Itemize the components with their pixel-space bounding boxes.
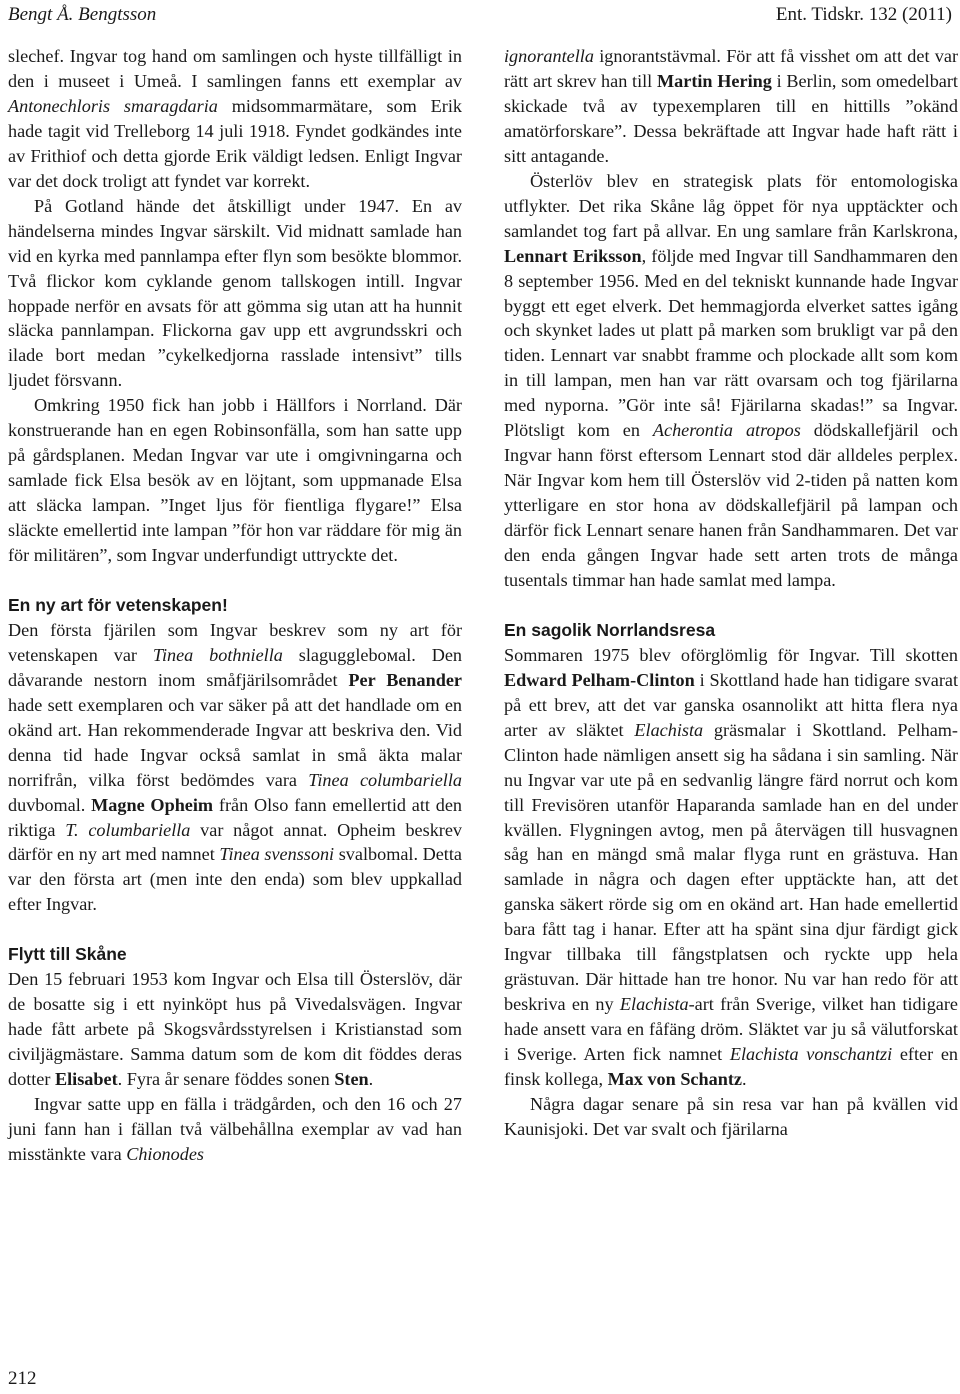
species-name: Elachista	[634, 719, 704, 740]
section-heading: En sagolik Norrlandsresa	[504, 619, 716, 640]
person-name: Elisabet	[54, 1069, 118, 1090]
species-name: Chionodes	[126, 1143, 204, 1164]
paragraph: Den 15 februari 1953 kom Ingvar och Elsa till Österslöv, där de bosatte sig i ett nyinköpt hus på Vivedalsvägen. Ingvar hade fått arbete på Skogsvårdsstyrelsen i Kristianstad som civiljägmästare. Samma datum som de kom dit föddes deras dotter Elisabet. Fyra år senare föddes sonen Sten.	[8, 969, 462, 1090]
person-name: Sten	[334, 1069, 369, 1090]
species-name: Elachista	[619, 994, 689, 1015]
person-name: Magne Opheim	[91, 794, 214, 815]
paragraph: Några dagar senare på sin resa var han på kvällen vid Kaunisjoki. Det var svalt och fjärilarna	[504, 1094, 958, 1139]
page-number: 212	[8, 1368, 37, 1389]
paragraph: Österlöv blev en strategisk plats för entomologiska utflykter. Det rika Skåne låg öppet för nya upptäckter och samlandet tog fart på allvar. En ung samlare från Karlskrona, Lennart Eriksson, följde med Ingvar till Sandhammaren den 8 september 1956. Med en del tekniskt kunnande hade Ingvar byggt ett eget elverk. Det hemmagjorda elverket sattes igång och skynket lades ut platt på marken som brukligt var på den tiden. Lennart var snabbt framme och plockade allt som kom in till lampan, men han var rätt ovarsam och tog fjärilarna med nyporna. ”Gör inte så! Fjärilarna skadas!” sa Ingvar. Plötsligt kom en Acherontia atropos dödskallefjäril och Ingvar hann först eftersom Lennart stod där alldeles perplex. När Ingvar kom hem till Österslöv vid 2-tiden på natten kom ytterligare en stor hona av dödskallefjäril på lampan och därför fick Lennart senare hanen från Sandhammaren. Det var den enda gången Ingvar hade sett arten trots de många tusentals timmar han hade samlat med lampa.	[504, 170, 958, 591]
paragraph: ignorantella ignorantstävmal. För att få visshet om att det var rätt art skrev han till Martin Hering i Berlin, som omedelbart skickade två av typexemplaren till en hittills ”okänd amatörforskare”. Dessa bekräftade att Ingvar hade haft rätt i sitt antagande.	[504, 46, 958, 166]
species-name: T. columbariella	[65, 819, 191, 840]
species-name: Tinea svenssoni	[219, 844, 335, 865]
species-name: Tinea bothniella	[152, 644, 283, 665]
person-name: Per Benander	[348, 669, 462, 690]
section-heading: En ny art för vetenskapen!	[8, 594, 228, 615]
paragraph: Sommaren 1975 blev oförglömlig för Ingvar. Till skotten Edward Pelham-Clinton i Skottland hade han tidigare svarat på ett brev, att det var ganska osannolikt att hitta flera nya arter av släktet Elachista gräsmalar i Skottland. Pelham-Clinton hade nämligen ansett sig ha sådana i sin samling. När nu Ingvar var ute på en sedvanlig längre färd norrut och kom till Frevisören utanför Haparanda samlade han en del under kvällen. Flygningen avtog, men på återvägen till husvagnen såg han en mängd små malar flyga runt en grästuva. Han samlade in några och dagen efter upptäckte han, att det ganska säkert rörde sig om en okänd art. Han hade emellertid bara fått tag i hanar. Efter att ha spänt sina djur färdigt gick Ingvar tillbaka till fångstplatsen och ryckte upp hela grästuvan. Där hittade han tre honor. Nu var han redo för att beskriva en ny Elachista-art från Sverige, vilket han tidigare hade ansett vara en fåfäng dröm. Släktet var ju så välutforskat i Sverige. Arten fick namnet Elachista vonschantzi efter en finsk kollega, Max von Schantz.	[504, 644, 959, 1090]
species-name: Elachista vonschantzi	[729, 1044, 893, 1065]
running-header-journal: Ent. Tidskr. 132 (2011)	[775, 4, 952, 25]
person-name: Max von Schantz	[607, 1069, 742, 1090]
paragraph: Den första fjärilen som Ingvar beskrev som ny art för vetenskapen var Tinea bothniella slaguggleboмal. Den dåvarande nestorn inom småfjärilsområdet Per Benander hade sett exemplaren och var säker på att det handlade om en okänd art. Han rekommenderade Ingvar att beskriva den. Vid denna tid hade Ingvar också samlat in små äkta malar norrifrån, vilka först bedömdes vara Tinea columbariella duvbomal. Magne Opheim från Olso fann emellertid att den riktiga T. columbariella var något annat. Opheim beskrev därför en ny art med namnet Tinea svenssoni svalbomal. Detta var den första art (men inte den enda) som blev uppkallad efter Ingvar.	[8, 619, 463, 915]
species-name: ignorantella	[504, 46, 594, 66]
paragraph: På Gotland hände det åtskilligt under 1947. En av händelserna mindes Ingvar särskilt. Vid midnatt samlade han vid en kyrka med pannlampa efter flyn som besökte blommor. Två flickor kom cyklande genom tallskogen intill. Ingvar hoppade nerför en avsats för att gömma sig utan att ha hunnit släcka pannlampan. Flickorna gav upp ett avgrundsskri och ilade bort medan ”cykelkedjorna rasslade intensivt” tills ljudet försvann.	[8, 195, 462, 391]
running-header-author: Bengt Å. Bengtsson	[8, 4, 157, 25]
person-name: Edward Pelham-Clinton	[504, 669, 695, 690]
left-column	[8, 44, 462, 1167]
species-name: Acherontia atropos	[652, 420, 801, 441]
section-heading: Flytt till Skåne	[8, 944, 127, 965]
paragraph: Ingvar satte upp en fälla i trädgården, och den 16 och 27 juni fann han i fällan två välbehållna exemplar av vad han misstänkte vara Chionodes	[8, 1094, 462, 1164]
species-name: Antonechloris smaragdaria	[8, 95, 218, 116]
person-name: Martin Hering	[656, 70, 772, 91]
species-name: Tinea columbariella	[308, 769, 462, 790]
right-column	[504, 44, 958, 1142]
paragraph: slechef. Ingvar tog hand om samlingen och hyste tillfälligt in den i museet i Umeå. I samlingen fanns ett exemplar av Antonechloris smaragdaria midsommarmätare, som Erik hade tagit vid Trelleborg 14 juli 1918. Fyndet godkändes inte av Frithiof och detta gjorde Erik väldigt ledsen. Enligt Ingvar var det dock troligt att fyndet var korrekt.	[8, 46, 462, 191]
person-name: Lennart Eriksson	[504, 245, 642, 266]
paragraph: Omkring 1950 fick han jobb i Hällfors i Norrland. Där konstruerande han en egen Robinsonfälla, som han satte upp på gårdsplanen. Medan Ingvar var ute i omgivningarna och samlade fick Elsa besök av en löjtant, som uppmanade Elsa att släcka lampan. ”Inget ljus för fientliga flygare!” Elsa släckte emellertid inte lampan ”för hon var räddare för mig än för militären”, som Ingvar underfundigt uttryckte det.	[8, 395, 462, 566]
